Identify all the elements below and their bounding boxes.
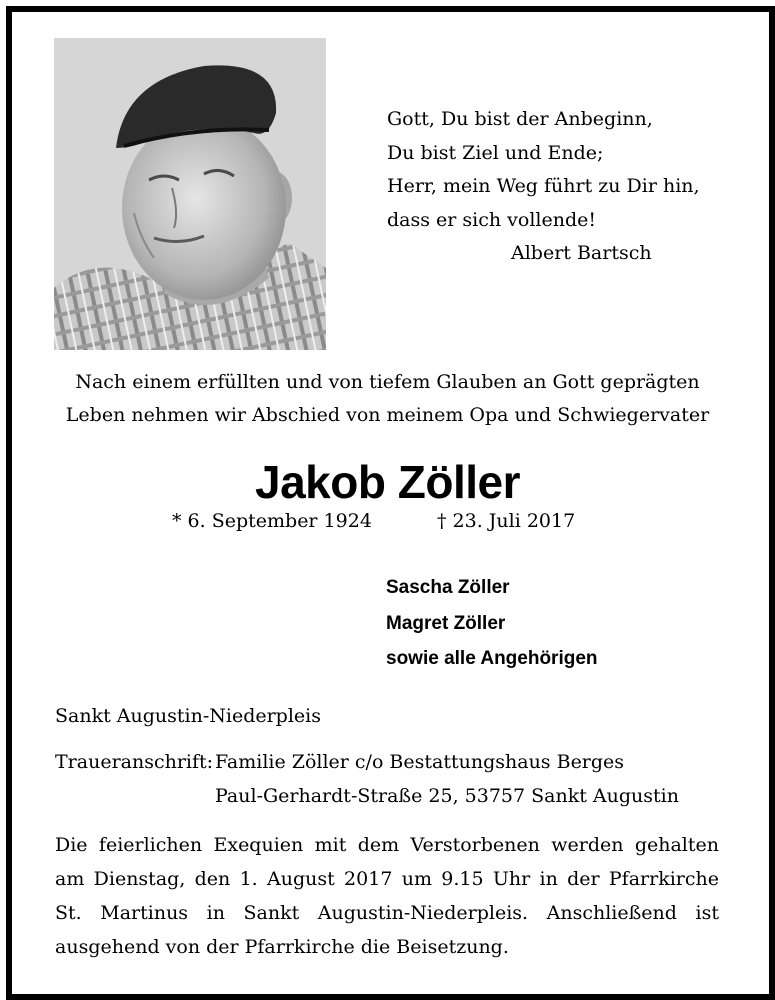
address-line-1: Familie Zöller c/o Bestattungshaus Berges (215, 751, 625, 773)
poem-line: Herr, mein Weg führt zu Dir hin, (387, 175, 700, 197)
poem (387, 103, 727, 271)
intro-text (0, 366, 775, 432)
address-label: Traueranschrift: (55, 751, 214, 773)
poem-author: Albert Bartsch (511, 242, 652, 264)
funeral-details-line: ausgehend von der Pfarrkirche die Beisetzung. (55, 936, 509, 958)
birth-date: * 6. September 1924 (172, 510, 372, 532)
deceased-name: Jakob Zöller (255, 456, 520, 508)
funeral-details-line: am Dienstag, den 1. August 2017 um 9.15 Uhr in der Pfarrkirche (55, 868, 719, 890)
mourner: Magret Zöller (386, 612, 506, 634)
intro-line-1: Nach einem erfüllten und von tiefem Glauben an Gott geprägten (75, 371, 700, 393)
poem-line: dass er sich vollende! (387, 208, 596, 231)
mourner: sowie alle Angehörigen (386, 648, 598, 669)
intro-line-2: Leben nehmen wir Abschied von meinem Opa und Schwiegervater (65, 404, 710, 426)
address-line-2: Paul-Gerhardt-Straße 25, 53757 Sankt Augustin (215, 785, 679, 807)
poem-line: Du bist Ziel und Ende; (387, 141, 604, 164)
funeral-details (55, 828, 719, 964)
place-of-residence: Sankt Augustin-Niederpleis (55, 705, 321, 727)
mourners-list (386, 570, 598, 677)
portrait-photo (54, 38, 326, 350)
portrait-photo-icon (54, 38, 326, 350)
funeral-details-line: St. Martinus in Sankt Augustin-Niederpleis. Anschließend ist (55, 902, 719, 924)
poem-line: Gott, Du bist der Anbeginn, (387, 108, 653, 130)
mourning-address (55, 745, 679, 813)
funeral-details-line: Die feierlichen Exequien mit dem Verstorbenen werden gehalten (55, 834, 719, 856)
mourner: Sascha Zöller (386, 577, 510, 598)
death-date: † 23. Juli 2017 (437, 510, 576, 532)
